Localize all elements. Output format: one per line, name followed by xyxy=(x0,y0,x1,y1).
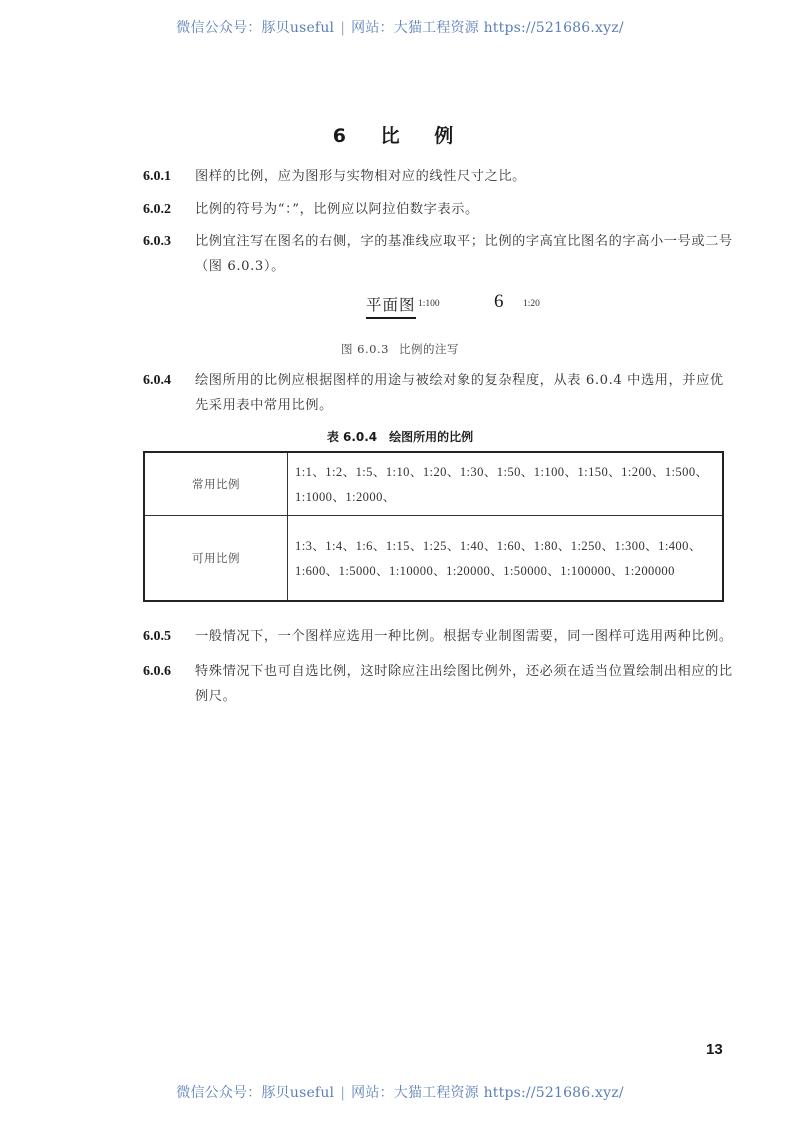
table-caption-text: 绘图所用的比例 xyxy=(389,430,474,444)
watermark-separator: | xyxy=(340,20,346,36)
figure-caption-text: 比例的注写 xyxy=(398,342,459,356)
watermark-footer xyxy=(0,1082,800,1102)
clause-6-0-5 xyxy=(143,624,733,649)
clause-text: 绘图所用的比例应根据图样的用途与被绘对象的复杂程度，从表 6.0.4 中选用，并应优先采用表中常用比例。 xyxy=(195,373,724,413)
clause-text: 图样的比例，应为图形与实物相对应的线性尺寸之比。 xyxy=(195,169,526,184)
clause-text: 比例宜注写在图名的右侧，字的基准线应取平；比例的字高宜比图名的字高小一号或二号（图 6.0.3）。 xyxy=(195,234,733,274)
clause-text: 一般情况下，一个图样应选用一种比例。根据专业制图需要，同一图样可选用两种比例。 xyxy=(195,629,733,644)
clause-number: 6.0.5 xyxy=(143,629,171,644)
table-caption xyxy=(0,428,800,445)
table-row xyxy=(144,452,723,516)
watermark-separator: | xyxy=(340,1085,346,1101)
clause-6-0-4 xyxy=(143,368,733,418)
figure-scale-notation xyxy=(366,293,566,319)
figure-drawing-name: 平面图 xyxy=(366,293,416,319)
scale-ratio-table xyxy=(143,451,724,602)
clause-text: 比例的符号为“：”，比例应以阿拉伯数字表示。 xyxy=(195,202,479,217)
clause-number: 6.0.1 xyxy=(143,169,171,184)
chapter-title: 6 比 例 xyxy=(332,125,468,147)
table-row xyxy=(144,516,723,602)
row-values-common: 1:1、1:2、1:5、1:10、1:20、1:30、1:50、1:100、1:150、1:200、1:500、1:1000、1:2000、 xyxy=(288,452,724,516)
clause-number: 6.0.2 xyxy=(143,202,171,217)
table-caption-id: 表 6.0.4 xyxy=(326,430,378,444)
clause-number: 6.0.3 xyxy=(143,234,171,249)
watermark-account: 微信公众号：豚贝useful xyxy=(176,1085,335,1101)
page-number: 13 xyxy=(706,1041,723,1058)
clause-number: 6.0.4 xyxy=(143,373,171,388)
watermark-header xyxy=(0,17,800,37)
clause-6-0-6 xyxy=(143,659,733,709)
watermark-account: 微信公众号：豚贝useful xyxy=(176,20,335,36)
clause-number: 6.0.6 xyxy=(143,664,171,679)
row-label-optional: 可用比例 xyxy=(144,516,288,602)
row-values-optional: 1:3、1:4、1:6、1:15、1:25、1:40、1:60、1:80、1:250、1:300、1:400、1:600、1:5000、1:10000、1:20000、1:50000、1:100000、1:200000 xyxy=(288,516,724,602)
figure-detail-scale: 1:20 xyxy=(523,299,540,309)
row-label-common: 常用比例 xyxy=(144,452,288,516)
clause-6-0-3 xyxy=(143,229,733,279)
figure-caption xyxy=(0,341,800,357)
figure-caption-id: 图 6.0.3 xyxy=(341,342,389,356)
watermark-site: 网站：大猫工程资源 https://521686.xyz/ xyxy=(351,1085,624,1101)
watermark-site: 网站：大猫工程资源 https://521686.xyz/ xyxy=(351,20,624,36)
clause-6-0-1 xyxy=(143,164,733,189)
clause-6-0-2 xyxy=(143,197,733,222)
figure-drawing-scale: 1:100 xyxy=(418,299,440,309)
clause-text: 特殊情况下也可自选比例，这时除应注出绘图比例外，还必须在适当位置绘制出相应的比例尺。 xyxy=(195,664,733,704)
figure-detail-number: 6 xyxy=(494,291,504,312)
